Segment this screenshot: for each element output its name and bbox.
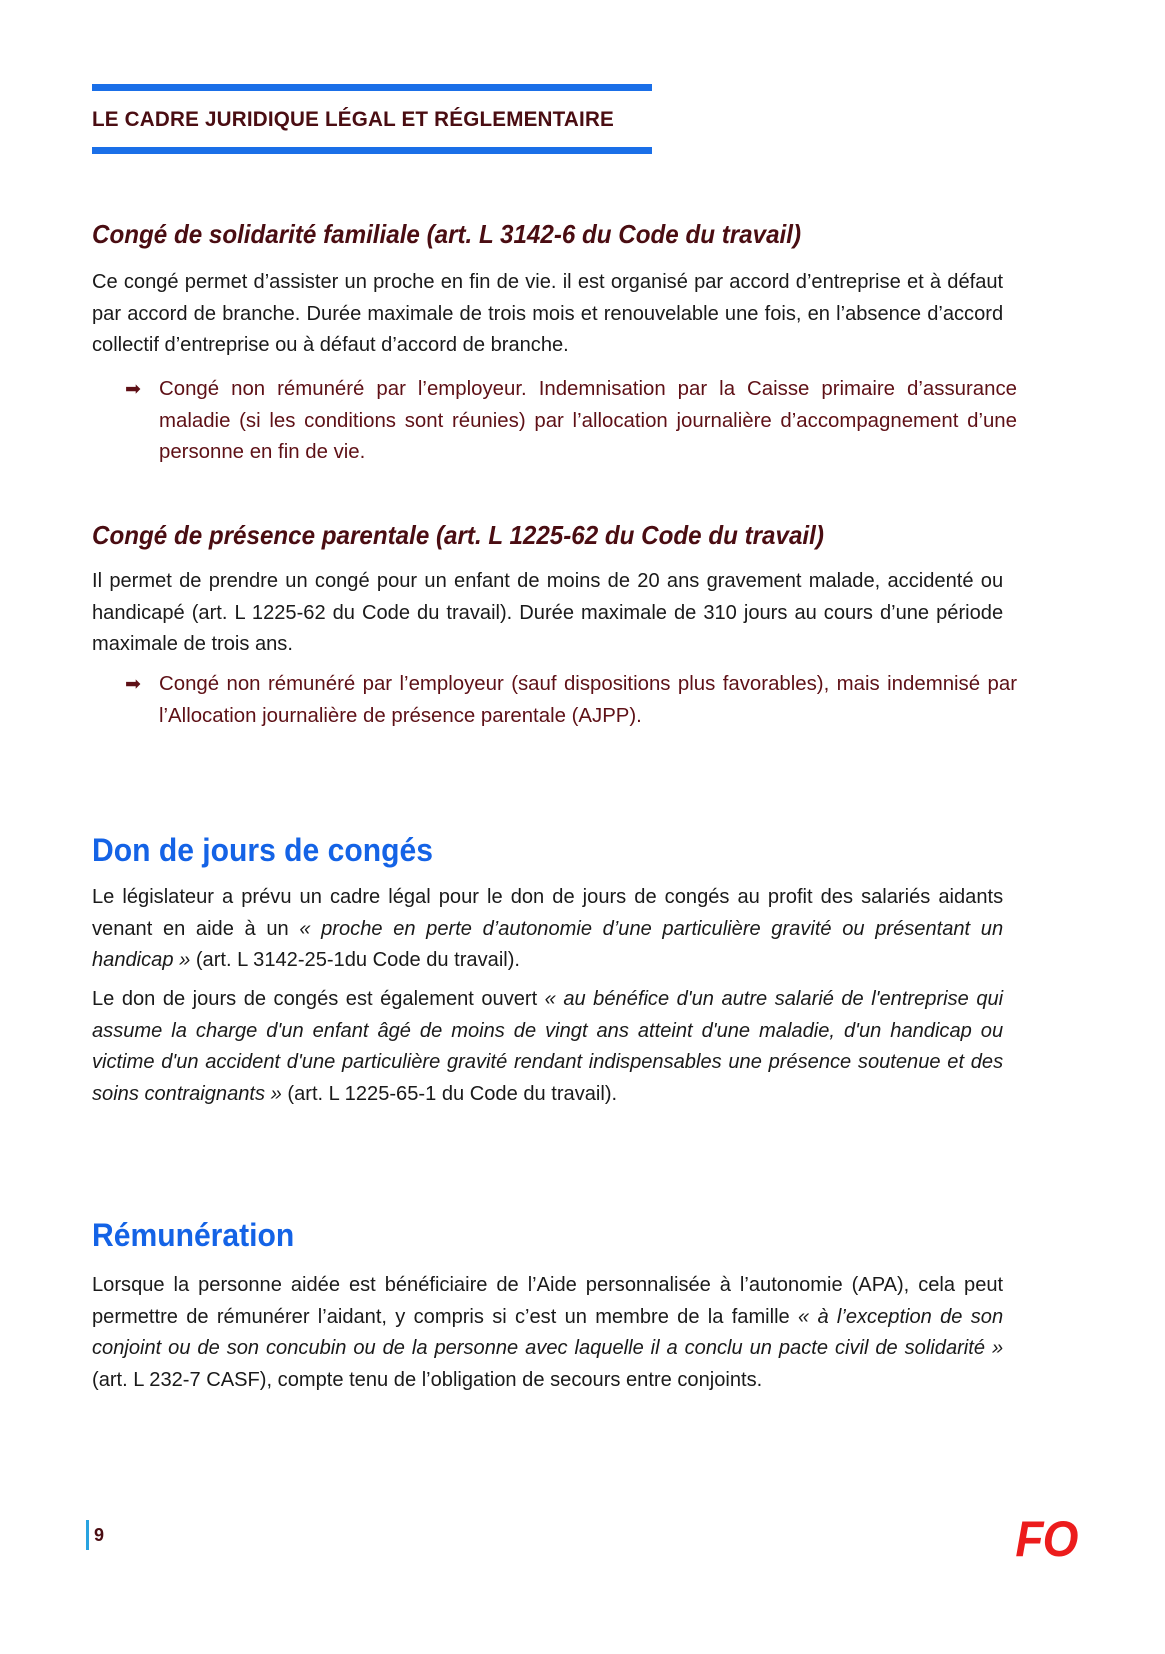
page-footer [0, 1511, 1165, 1590]
paragraph-don-2-lead: Le don de jours de congés est également ouvert [92, 988, 545, 1010]
section-heading-don-de-jours-de-conges: Don de jours de congés [92, 832, 433, 868]
running-header [92, 84, 652, 154]
section-heading-remuneration: Rémunération [92, 1217, 295, 1253]
arrow-right-icon: ➡ [125, 379, 141, 400]
section-don-heading-block [92, 831, 1017, 869]
paragraph-don-1-quote: « proche en perte d’autonomie d’une particulière gravité ou présentant un handicap » [92, 917, 1004, 971]
section-solidarite-heading-block [92, 219, 1017, 250]
section-don-paragraph-2-block [92, 984, 1017, 1110]
sub-heading-conge-solidarite-familiale: Congé de solidarité familiale (art. L 3142-6 du Code du travail) [92, 219, 802, 249]
paragraph-remuneration-tail: (art. L 232-7 CASF), compte tenu de l’obligation de secours entre conjoints. [92, 1368, 763, 1391]
paragraph-remuneration-lead: Lorsque la personne aidée est bénéficiaire de l’Aide personnalisée à l’autonomie (APA), cela peut permettre de rémunérer l’aidant, y compris si c’est un membre de la famille [92, 1274, 1004, 1328]
paragraph-don-1-lead: Le législateur a prévu un cadre légal pour le don de jours de congés au profit des salariés aidants venant en aide à un [92, 886, 1004, 940]
bullet-solidarite [125, 374, 1017, 469]
header-rule-bottom [92, 147, 652, 154]
page-number-bar [86, 1520, 89, 1550]
section-remuneration-heading-block [92, 1216, 1017, 1254]
paragraph-don-1 [92, 882, 1003, 977]
section-don-paragraph-1-block [92, 882, 1017, 977]
bullet-solidarite-text: Congé non rémunéré par l’employeur. Indemnisation par la Caisse primaire d’assurance maladie (si les conditions sont réunies) par l’allocation journalière d’accompagnement d’une personne en fin de vie. [159, 378, 1017, 463]
running-header-title: LE CADRE JURIDIQUE LÉGAL ET RÉGLEMENTAIRE [92, 107, 614, 131]
section-presence-paragraph-block [92, 566, 1017, 661]
paragraph-don-1-tail: (art. L 3142-25-1du Code du travail). [190, 949, 521, 971]
sub-heading-conge-presence-parentale: Congé de présence parentale (art. L 1225-62 du Code du travail) [92, 520, 824, 550]
section-solidarite-paragraph-block [92, 267, 1017, 362]
header-rule-top [92, 84, 652, 91]
paragraph-don-2-tail: (art. L 1225-65-1 du Code du travail). [281, 1082, 618, 1105]
paragraph-solidarite: Ce congé permet d’assister un proche en fin de vie. il est organisé par accord d’entreprise et à défaut par accord de branche. Durée maximale de trois mois et renouvelable une fois, en l’absence d’accord collectif d’entreprise ou à défaut d’accord de branche. [92, 271, 1004, 356]
bullet-presence-parentale-text: Congé non rémunéré par l’employeur (sauf dispositions plus favorables), mais indemnisé par l’Allocation journalière de présence parentale (AJPP). [159, 673, 1017, 727]
page-number-group [86, 1520, 104, 1550]
page-number: 9 [94, 1525, 105, 1545]
fo-logo: FO [1014, 1511, 1077, 1567]
section-remuneration-paragraph-block [92, 1270, 1017, 1396]
section-presence-heading-block [92, 520, 1017, 551]
paragraph-remuneration-quote: « à l’exception de son conjoint ou de son concubin ou de la personne avec laquelle il a conclu un pacte civil de solidarité » [92, 1305, 1004, 1359]
arrow-right-icon: ➡ [125, 674, 141, 695]
paragraph-don-2 [92, 984, 1003, 1110]
paragraph-presence-parentale: Il permet de prendre un congé pour un enfant de moins de 20 ans gravement malade, accidenté ou handicapé (art. L 1225-62 du Code du travail). Durée maximale de 310 jours au cours d’une période maximale de trois ans. [92, 570, 1004, 655]
bullet-presence-parentale [125, 669, 1017, 732]
paragraph-don-2-quote: « au bénéfice d'un autre salarié de l'entreprise qui assume la charge d'un enfant âgé de moins de vingt ans atteint d'une maladie, d'un handicap ou victime d'un accident d'une particulière gravité rendant indispensables une présence soutenue et des soins contraignants » [92, 988, 1004, 1105]
paragraph-remuneration [92, 1270, 1003, 1396]
